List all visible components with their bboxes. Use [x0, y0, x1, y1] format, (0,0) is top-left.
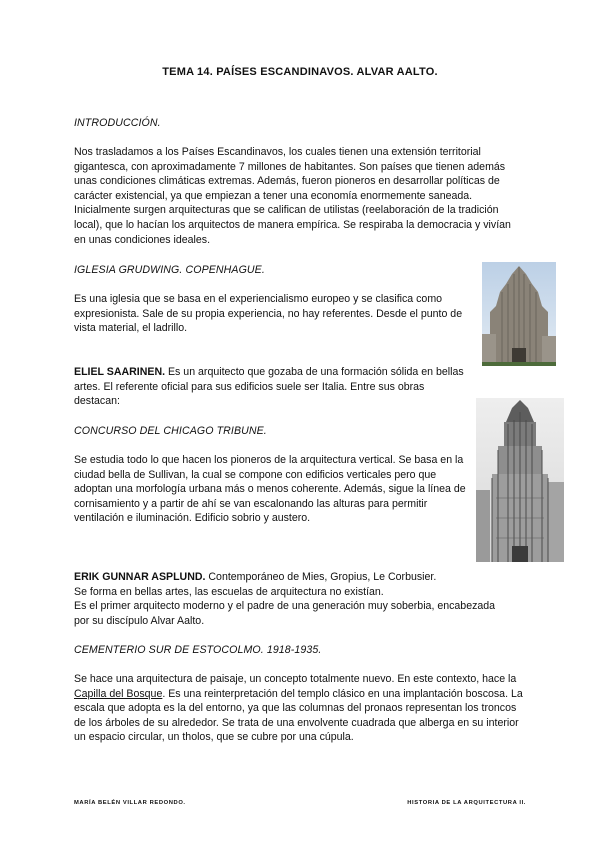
page-title: TEMA 14. PAÍSES ESCANDINAVOS. ALVAR AALTO. [162, 66, 438, 78]
asplund-line3: Es el primer arquitecto moderno y el padre de una generación muy soberbia, encabezada por su discípulo Alvar Aalto. [74, 600, 496, 627]
footer-subject: HISTORIA DE LA ARQUITECTURA II. [407, 800, 526, 806]
chicago-tribune-tower-drawing [476, 398, 564, 562]
saarinen-name: ELIEL SAARINEN. [74, 366, 166, 378]
capilla-del-bosque-link[interactable]: Capilla del Bosque [74, 687, 163, 700]
grudwing-heading: IGLESIA GRUDWING. COPENHAGUE. [74, 264, 265, 276]
intro-paragraph: Nos trasladamos a los Países Escandinavos, los cuales tienen una extensión territorial gigantesca, con aproximadamente 7 millones de habitantes. Son países que tienen además unas condiciones climáticas extremas. Además, fueron pioneros en desarrollar políticas de carácter existencial, ya que empiezan a tener una economía enormemente saneada. Inicialmente surgen arquitecturas que se califican de utilistas (reelaboración de la tradición local), que lo hacían los arquitectos de manera empírica. Se respiraba la democracia y vivían en unas condiciones ideales. [74, 146, 511, 246]
cementerio-heading: CEMENTERIO SUR DE ESTOCOLMO. 1918-1935. [74, 644, 322, 656]
chicago-paragraph: Se estudia todo lo que hacen los pioneros de la arquitectura vertical. Se basa en la ciudad bella de Sullivan, la cual se compone con edificios verticales pero que adoptan una morfología urbana más o menos coherente. Además, sigue la línea de cornisamiento y a partir de ahí se van escalonando las alturas para permitir ventilación e iluminación. Edificio sobrio y austero. [74, 454, 466, 525]
saarinen-paragraph [74, 365, 464, 409]
cementerio-text-after: . Es una reinterpretación del templo clásico en una implantación boscosa. La escala que adopta es la del entorno, ya que las columnas del pronaos representan los troncos de los árboles de su alrededor. Se trata de una envolvente cuadrada que alberga en su interior un espacio circular, un tholos, que se cubre por una cúpula. [74, 687, 523, 744]
chicago-heading: CONCURSO DEL CHICAGO TRIBUNE. [74, 425, 267, 437]
cementerio-paragraph [74, 672, 524, 745]
asplund-line1: Contemporáneo de Mies, Gropius, Le Corbusier. [205, 571, 437, 583]
intro-heading: INTRODUCCIÓN. [74, 117, 161, 129]
grudwing-paragraph: Es una iglesia que se basa en el experiencialismo europeo y se clasifica como expresionista. Sale de su propia experiencia, no hay referentes. Desde el punto de vista material, el ladrillo. [74, 293, 463, 335]
saarinen-text: Es un arquitecto que gozaba de una formación sólida en bellas artes. El referente oficial para sus edificios suele ser Italia. Entre sus obras destacan: [74, 366, 464, 408]
grudwing-church-photo [482, 262, 556, 366]
asplund-paragraph [74, 570, 504, 628]
asplund-name: ERIK GUNNAR ASPLUND. [74, 571, 206, 583]
footer-author: MARÍA BELÉN VILLAR REDONDO. [74, 800, 186, 806]
asplund-line2: Se forma en bellas artes, las escuelas de arquitectura no existían. [74, 585, 384, 598]
cementerio-text-before: Se hace una arquitectura de paisaje, un concepto totalmente nuevo. En este contexto, hace la [74, 673, 517, 685]
